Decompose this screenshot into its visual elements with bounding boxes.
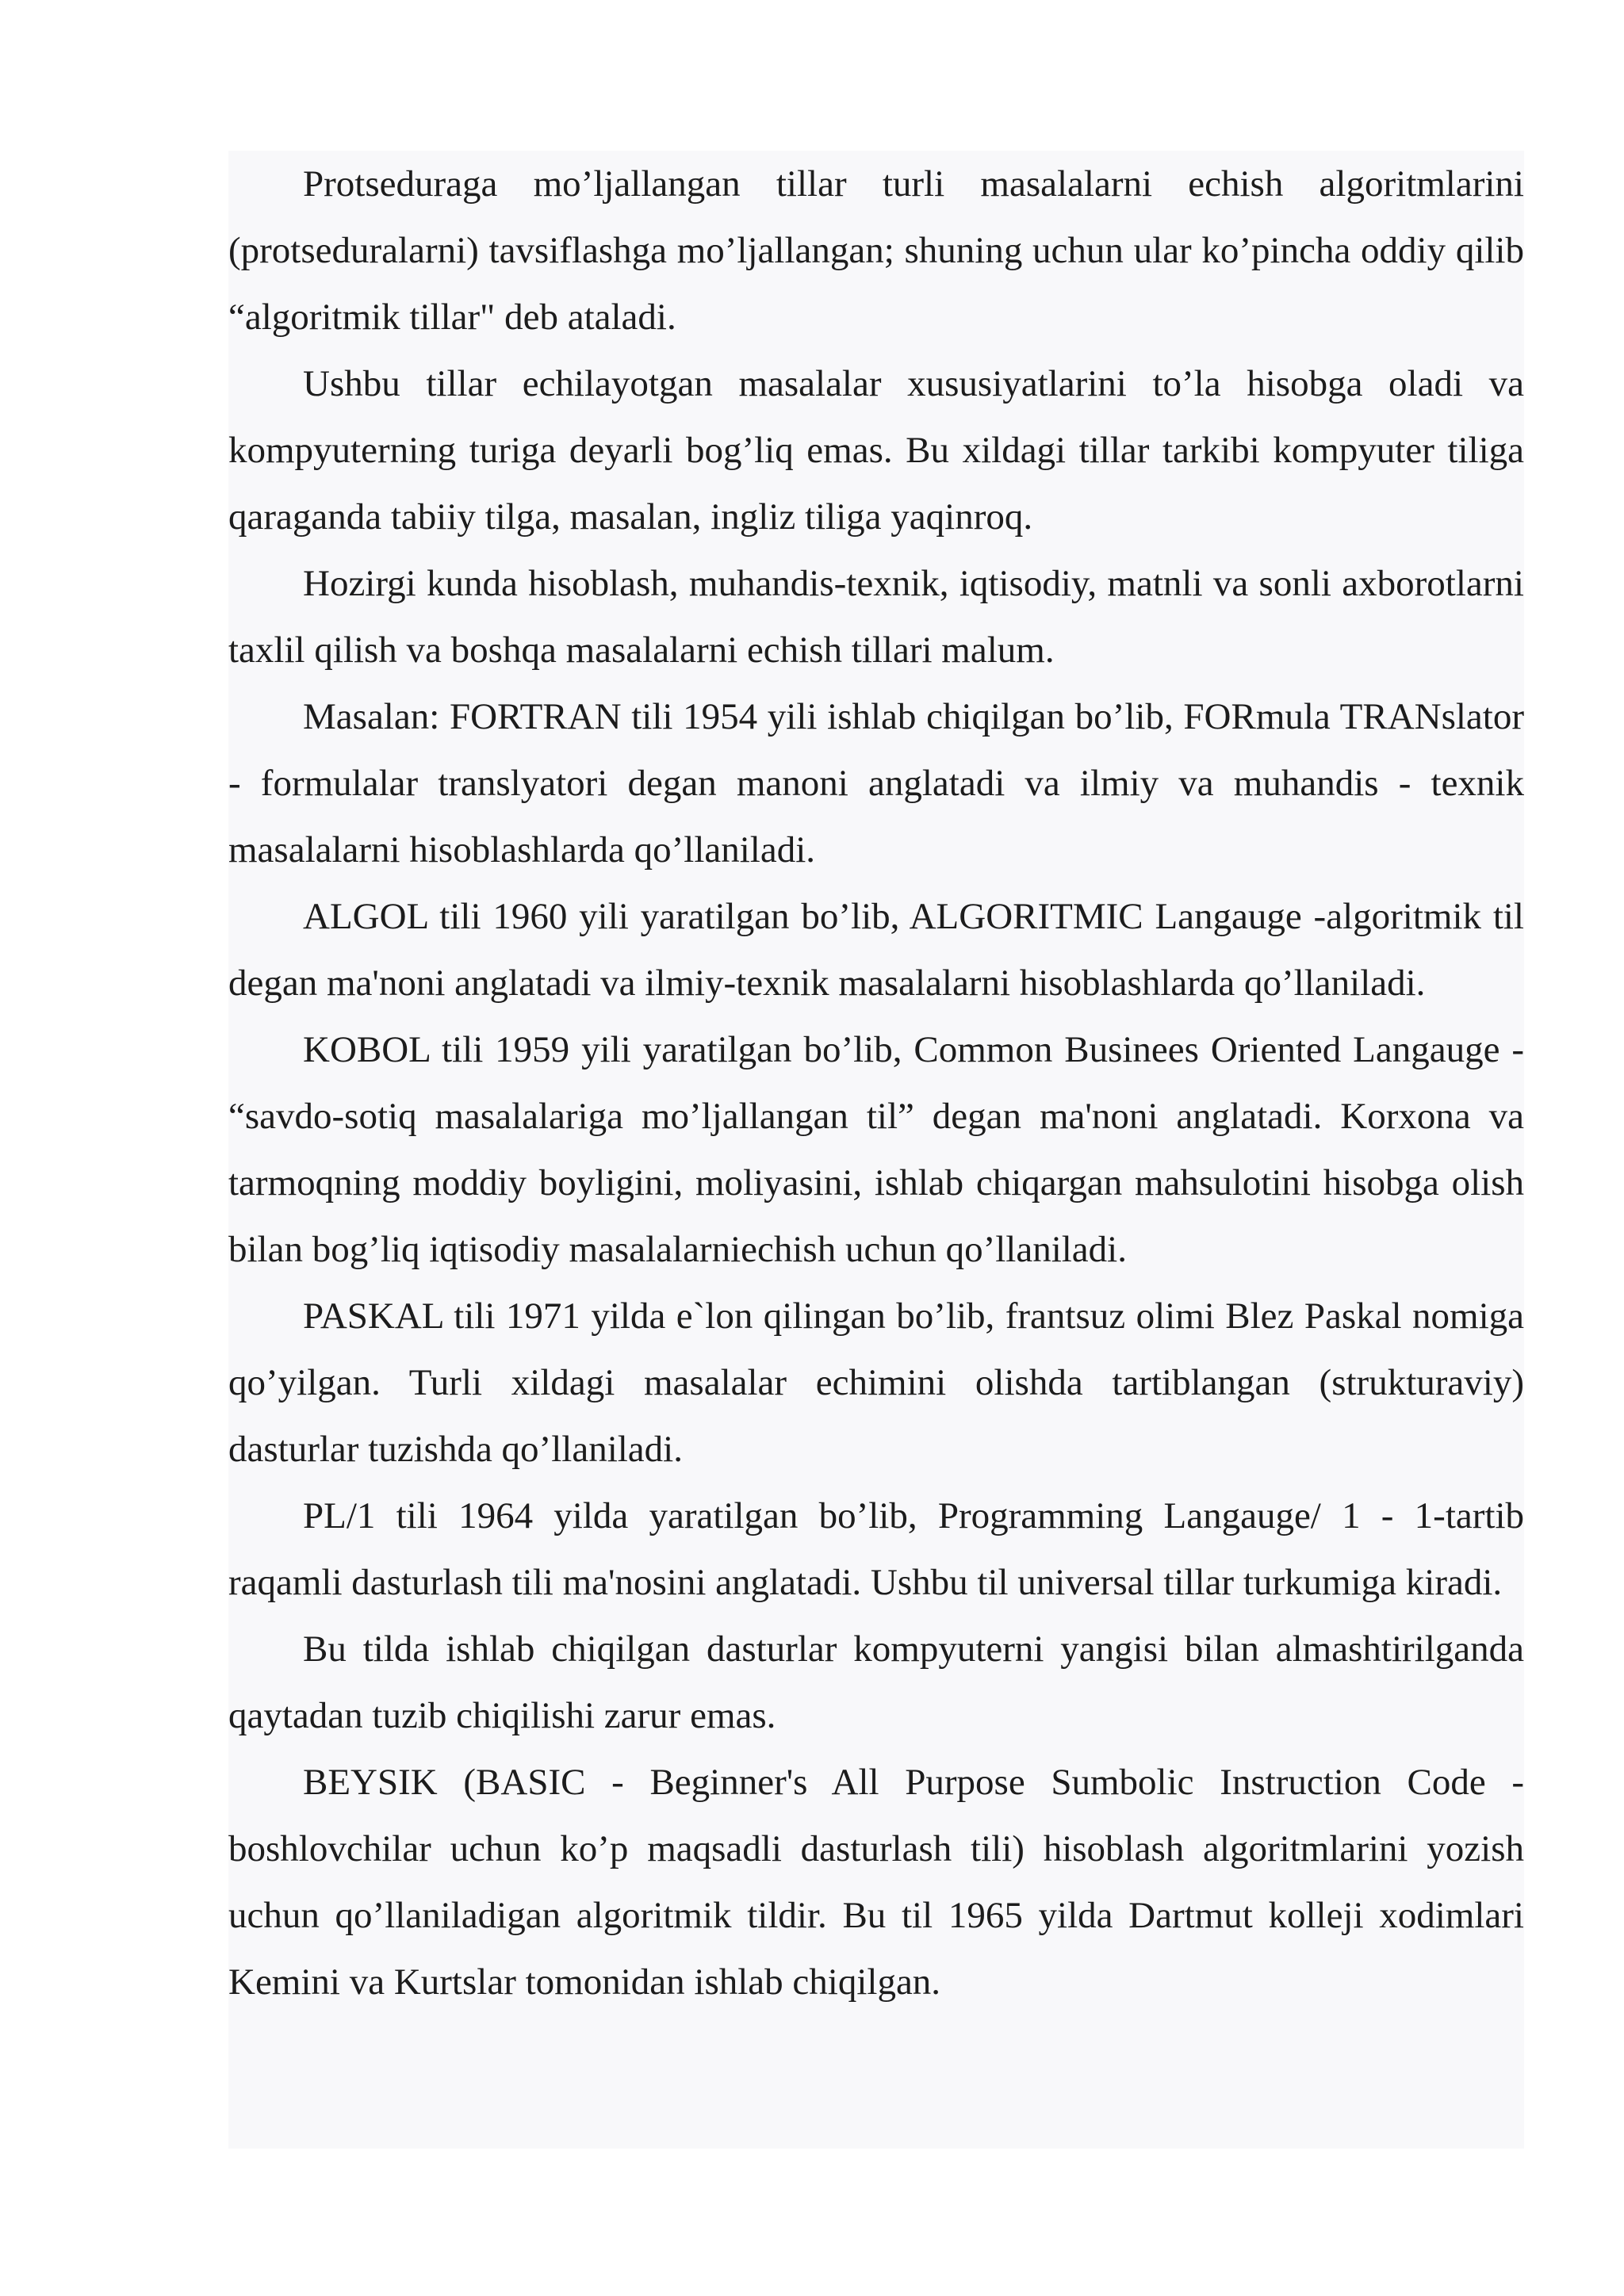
paragraph-paskal: PASKAL tili 1971 yilda e`lon qilingan bo’lib, frantsuz olimi Blez Paskal nomiga qo’yilgan. Turli xildagi masalalar echimini olishda tartiblangan (strukturaviy) dasturlar tuzishda qo’llaniladi.	[228, 1295, 1524, 1470]
paragraph-fortran: Masalan: FORTRAN tili 1954 yili ishlab chiqilgan bo’lib, FORmula TRANslator - formulalar translyatori degan manoni anglatadi va ilmiy va muhandis - texnik masalalarni hisoblashlarda qo’llaniladi.	[228, 696, 1524, 871]
paragraph-pl1: PL/1 tili 1964 yilda yaratilgan bo’lib, Programming Langauge/ 1 - 1-tartib raqamli dasturlash tili ma'nosini anglatadi. Ushbu til universal tillar turkumiga kiradi.	[228, 1495, 1524, 1603]
paragraph-portability: Bu tilda ishlab chiqilgan dasturlar kompyuterni yangisi bilan almashtirilganda qaytadan tuzib chiqilishi zarur emas.	[228, 1628, 1524, 1736]
paragraph-procedural-languages: Protseduraga mo’ljallangan tillar turli masalalarni echish algoritmlarini (protseduralarni) tavsiflashga mo’ljallangan; shuning uchun ular ko’pincha oddiy qilib “algoritmik tillar" deb ataladi.	[228, 163, 1524, 338]
paragraph-language-properties: Ushbu tillar echilayotgan masalalar xususiyatlarini to’la hisobga oladi va kompyuterning turiga deyarli bog’liq emas. Bu xildagi tillar tarkibi kompyuter tiliga qaraganda tabiiy tilga, masalan, ingliz tiliga yaqinroq.	[228, 363, 1524, 538]
text-block	[228, 151, 1524, 2149]
paragraph-current-languages: Hozirgi kunda hisoblash, muhandis-texnik, iqtisodiy, matnli va sonli axborotlarni taxlil qilish va boshqa masalalarni echish tillari malum.	[228, 563, 1524, 671]
paragraph-algol: ALGOL tili 1960 yili yaratilgan bo’lib, ALGORITMIC Langauge -algoritmik til degan ma'noni anglatadi va ilmiy-texnik masalalarni hisoblashlarda qo’llaniladi.	[228, 896, 1524, 1004]
paragraph-kobol: KOBOL tili 1959 yili yaratilgan bo’lib, Common Businees Oriented Langauge - “savdo-sotiq masalalariga mo’ljallangan til” degan ma'noni anglatadi. Korxona va tarmoqning moddiy boyligini, moliyasini, ishlab chiqargan mahsulotini hisobga olish bilan bog’liq iqtisodiy masalalarniechish uchun qo’llaniladi.	[228, 1029, 1524, 1270]
paragraph-basic: BEYSIK (BASIC - Beginner's All Purpose Sumbolic Instruction Code - boshlovchilar uchun ko’p maqsadli dasturlash tili) hisoblash algoritmlarini yozish uchun qo’llaniladigan algoritmik tildir. Bu til 1965 yilda Dartmut kolleji xodimlari Kemini va Kurtslar tomonidan ishlab chiqilgan.	[228, 1762, 1524, 2003]
